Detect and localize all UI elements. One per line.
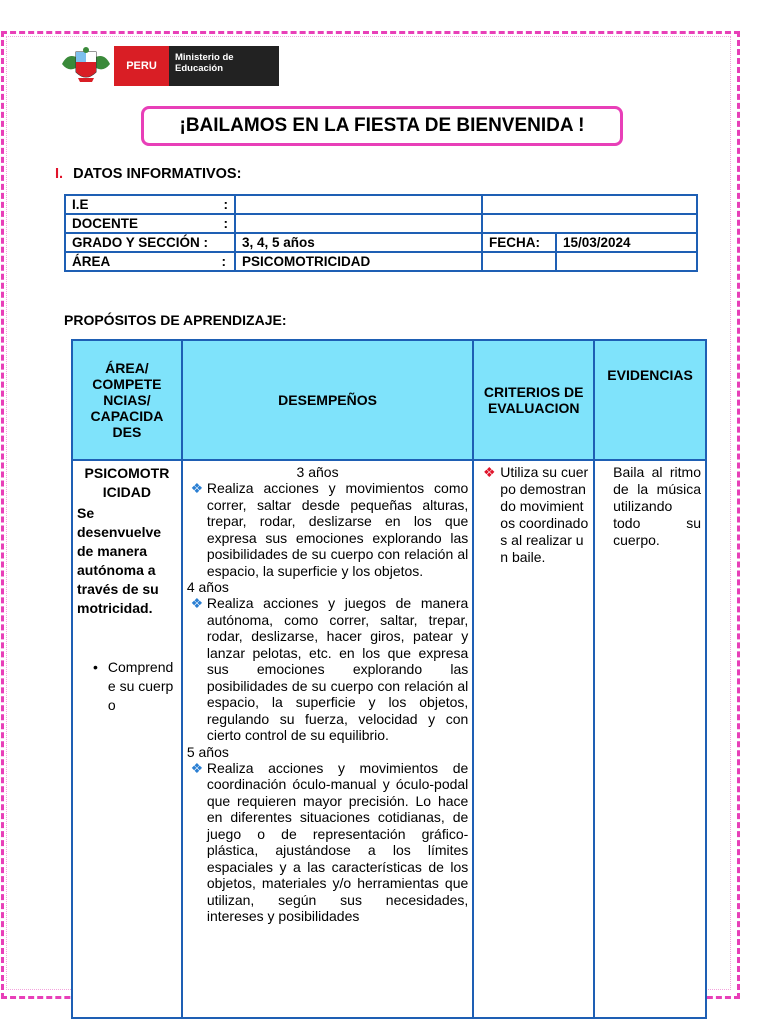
- header-criterios: CRITERIOS DE EVALUACION: [474, 341, 593, 459]
- section-number: I.: [55, 166, 64, 182]
- age-5: 5 años: [186, 743, 229, 760]
- desempeno-5: ❖ Realiza acciones y movimientos de coordinación óculo-manual y óculo-podal que requieren mayor precisión. Lo hace en diferentes situaciones cotidianas, de juego o de representación gráfico-plástica, ajustándose a los límites espaciales y a las características de los objetos, materiales y/o herramientas que utilizan, según sus necesidades, intereses y posibilidades: [187, 760, 468, 925]
- capacidad-item: [77, 658, 177, 715]
- fecha-value: 15/03/2024: [557, 234, 696, 251]
- diamond-bullet-icon: ❖: [483, 464, 496, 480]
- minedu-logo: [58, 46, 279, 86]
- capacidad: Comprende su cuerpo: [107, 659, 174, 713]
- purposes-table: [71, 339, 707, 1019]
- header-desempenos: DESEMPEÑOS: [183, 341, 472, 459]
- area-label: : ÁREA: [66, 253, 234, 270]
- section-heading-datos: [55, 166, 241, 182]
- criterio-item: ❖ Utiliza su cuerpo demostrando movimientos coordinados al realizar un baile.: [478, 464, 589, 566]
- docente-label: : DOCENTE: [66, 215, 234, 232]
- area-cell: [73, 461, 181, 1017]
- age-4: 4 años: [186, 579, 229, 595]
- ie-label: : I.E: [66, 196, 234, 213]
- header-area: ÁREA/ COMPETE NCIAS/ CAPACIDA DES: [73, 341, 181, 459]
- fecha-label: FECHA:: [483, 234, 555, 251]
- ie-value: [236, 196, 481, 213]
- peru-crest-icon: [58, 46, 114, 86]
- docente-value: [236, 215, 481, 232]
- table-header-row: [73, 341, 705, 459]
- diamond-bullet-icon: ❖: [190, 595, 204, 611]
- area-extra-2: [557, 253, 696, 270]
- table-row: [73, 461, 705, 1017]
- ministry-label: Ministerio de Educación: [169, 46, 279, 86]
- diamond-bullet-icon: ❖: [190, 759, 204, 776]
- grado-value: 3, 4, 5 años: [236, 234, 481, 251]
- peru-label: PERU: [114, 46, 169, 86]
- evidencia: Baila al ritmo de la música utilizando todo su cuerpo.: [613, 464, 701, 548]
- area-value: PSICOMOTRICIDAD: [236, 253, 481, 270]
- info-row-area: [66, 253, 696, 270]
- diamond-bullet-icon: ❖: [190, 480, 204, 496]
- competencia: Se desenvuelve de manera autónoma a través de su motricidad.: [77, 505, 162, 616]
- info-row-docente: [66, 215, 696, 232]
- desempeno-3: ❖ Realiza acciones y movimientos como correr, saltar desde pequeñas alturas, trepar, rodar, deslizarse en los que expresa sus emociones explorando las posibilidades de su cuerpo con relación al espacio, la superficie y los objetos.: [187, 480, 468, 579]
- info-row-grado: [66, 234, 696, 251]
- ie-extra: [483, 196, 696, 213]
- criterios-cell: [474, 461, 593, 1017]
- grado-label: GRADO Y SECCIÓN :: [66, 234, 234, 251]
- area-extra-1: [483, 253, 555, 270]
- area-name: PSICOMOTRICIDAD: [84, 465, 170, 500]
- header-evidencias: EVIDENCIAS: [595, 341, 705, 459]
- bullet-icon: •: [93, 659, 98, 675]
- docente-extra: [483, 215, 696, 232]
- age-3: 3 años: [296, 464, 339, 480]
- purposes-heading: PROPÓSITOS DE APRENDIZAJE:: [64, 312, 287, 328]
- evidencias-cell: [595, 461, 705, 1017]
- desempeno-4: ❖ Realiza acciones y juegos de manera autónoma, como correr, saltar, trepar, rodar, deslizarse, hacer giros, patear y lanzar pelotas, etc. en los que expresa sus emociones explorando las posibilidades de su cuerpo con relación al espacio, la superficie y los objetos, regulando su fuerza, velocidad y con cierto control de su equilibrio.: [187, 595, 468, 744]
- info-row-ie: [66, 196, 696, 213]
- info-table: [64, 194, 698, 272]
- section-label: DATOS INFORMATIVOS:: [73, 166, 242, 182]
- desempenos-cell: [183, 461, 472, 1017]
- page-title: ¡BAILAMOS EN LA FIESTA DE BIENVENIDA !: [141, 106, 623, 146]
